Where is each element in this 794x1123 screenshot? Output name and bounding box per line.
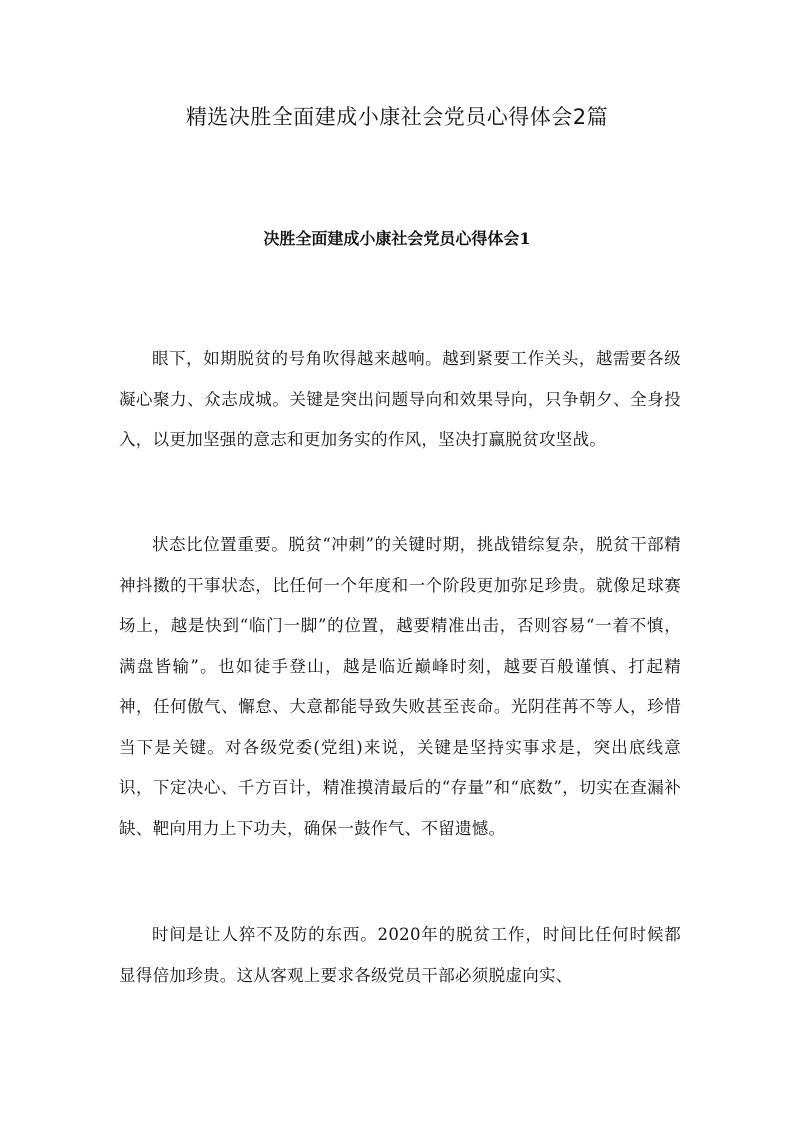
paragraph: 时间是让人猝不及防的东西。2020年的脱贫工作，时间比任何时候都显得倍加珍贵。这从客观上要求各级党员干部必须脱虚向实、 <box>119 925 681 985</box>
section-title: 决胜全面建成小康社会党员心得体会1 <box>263 229 531 248</box>
document-title: 精选决胜全面建成小康社会党员心得体会2篇 <box>185 105 609 129</box>
paragraph: 眼下，如期脱贫的号角吹得越来越响。越到紧要工作关头，越需要各级凝心聚力、众志成城。关键是突出问题导向和效果导向，只争朝夕、全身投入，以更加坚强的意志和更加务实的作风，坚决打赢脱贫攻坚战。 <box>119 349 681 449</box>
paragraph: 状态比位置重要。脱贫“冲刺”的关键时期，挑战错综复杂，脱贫干部精神抖擞的干事状态，比任何一个年度和一个阶段更加弥足珍贵。就像足球赛场上，越是快到“临门一脚”的位置，越要精准出击，否则容易“一着不慎，满盘皆输”。也如徒手登山，越是临近巅峰时刻，越要百般谨慎、打起精神，任何傲气、懈怠、大意都能导致失败甚至丧命。光阴荏苒不等人，珍惜当下是关键。对各级党委(党组)来说，关键是坚持实事求是，突出底线意识，下定决心、千方百计，精准摸清最后的“存量”和“底数”，切实在查漏补缺、靶向用力上下功夫，确保一鼓作气、不留遗憾。 <box>119 535 681 838</box>
